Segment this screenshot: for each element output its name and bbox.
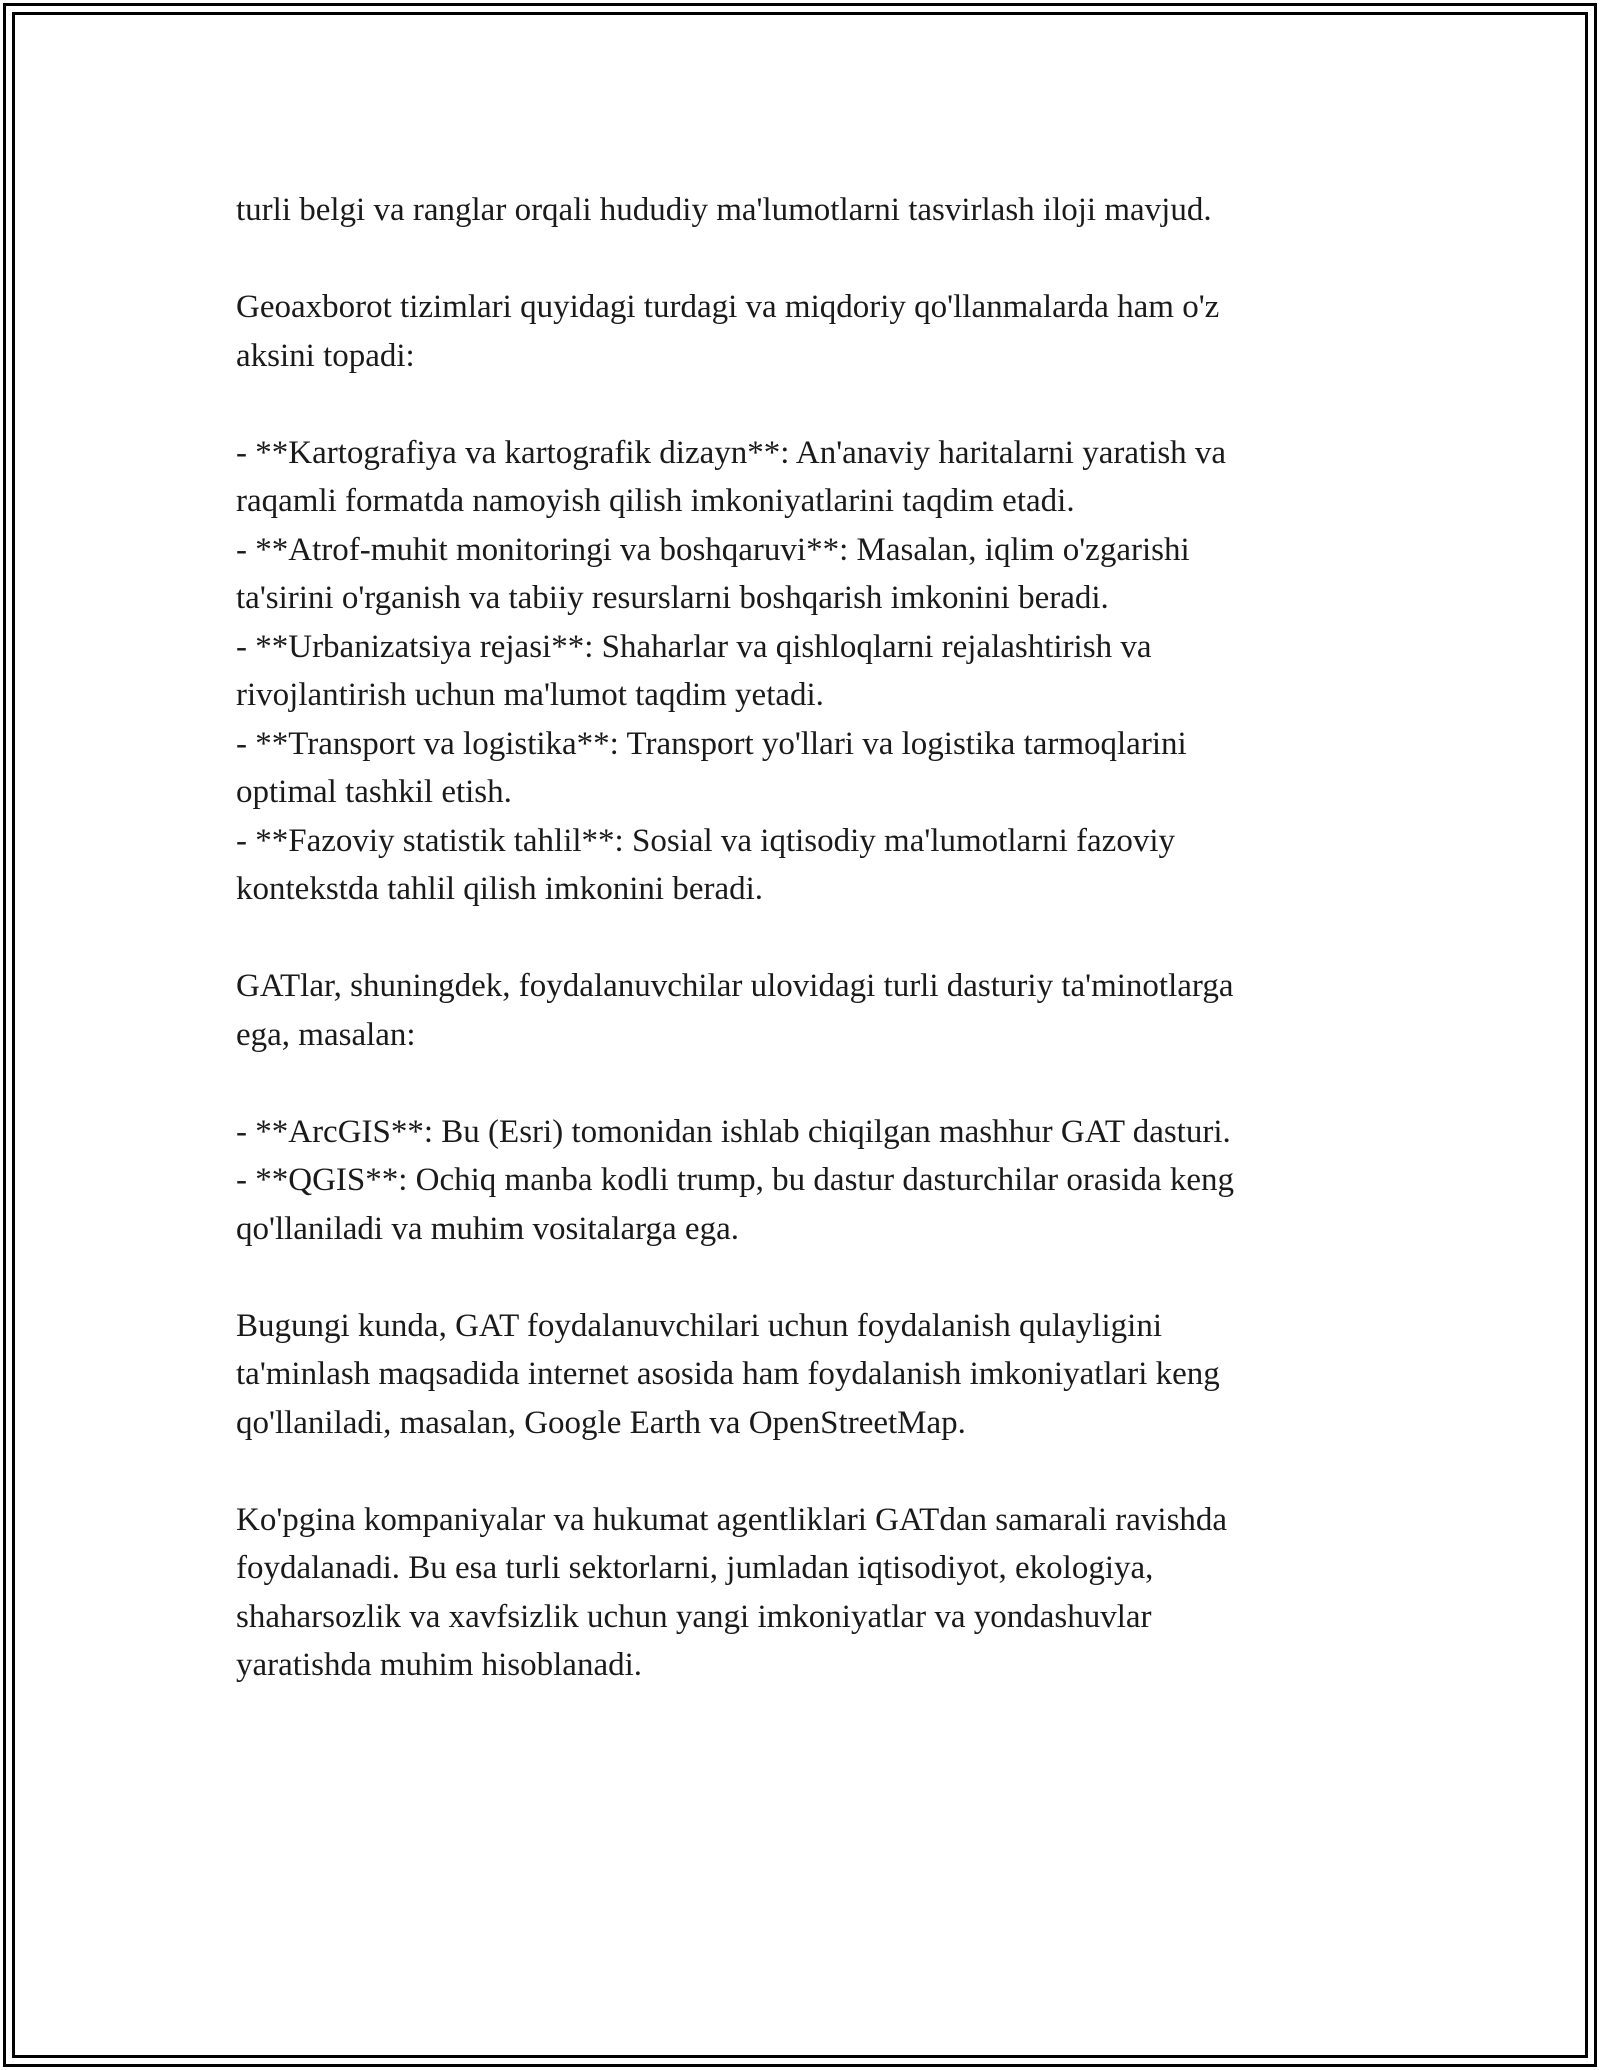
paragraph — [236, 186, 1376, 235]
list-item — [236, 817, 1376, 914]
paragraph-gap — [236, 914, 1376, 963]
text-line: qo'llaniladi, masalan, Google Earth va OpenStreetMap. — [236, 1404, 966, 1441]
document-body — [236, 186, 1376, 1690]
paragraph — [236, 1496, 1376, 1690]
paragraph — [236, 962, 1376, 1059]
list-item — [236, 623, 1376, 720]
text-line: optimal tashkil etish. — [236, 774, 512, 810]
text-line: Ko'pgina kompaniyalar va hukumat agentliklari GATdan samarali ravishda — [236, 1501, 1228, 1538]
text-line: aksini topadi: — [236, 337, 415, 374]
list-item — [236, 720, 1376, 817]
list-item — [236, 1156, 1376, 1253]
text-line: - **QGIS**: Ochiq manba kodli trump, bu dastur dasturchilar orasida keng — [236, 1162, 1235, 1198]
text-line: raqamli formatda namoyish qilish imkoniyatlarini taqdim etadi. — [236, 483, 1075, 519]
text-line: kontekstda tahlil qilish imkonini beradi. — [236, 871, 764, 907]
text-line: turli belgi va ranglar orqali hududiy ma'lumotlarni tasvirlash iloji mavjud. — [236, 192, 1212, 228]
text-line: - **Urbanizatsiya rejasi**: Shaharlar va qishloqlarni rejalashtirish va — [236, 628, 1152, 665]
text-line: Bugungi kunda, GAT foydalanuvchilari uchun foydalanish qulayligini — [236, 1307, 1162, 1344]
text-line: Geoaxborot tizimlari quyidagi turdagi va miqdoriy qo'llanmalarda ham o'z — [236, 289, 1220, 325]
text-line: - **ArcGIS**: Bu (Esri) tomonidan ishlab chiqilgan mashhur GAT dasturi. — [236, 1113, 1231, 1150]
application-list — [236, 429, 1376, 914]
text-line: ta'sirini o'rganish va tabiiy resurslarni boshqarish imkonini beradi. — [236, 580, 1109, 616]
list-item — [236, 429, 1376, 526]
software-list — [236, 1108, 1376, 1254]
list-item — [236, 526, 1376, 623]
text-line: - **Transport va logistika**: Transport yo'llari va logistika tarmoqlarini — [236, 725, 1187, 762]
paragraph-gap — [236, 380, 1376, 429]
text-line: - **Atrof-muhit monitoringi va boshqaruvi**: Masalan, iqlim o'zgarishi — [236, 531, 1190, 568]
paragraph-gap — [236, 1059, 1376, 1108]
text-line: yaratishda muhim hisoblanadi. — [236, 1647, 643, 1683]
paragraph-gap — [236, 235, 1376, 284]
text-line: ta'minlash maqsadida internet asosida ham foydalanish imkoniyatlari keng — [236, 1356, 1220, 1392]
text-line: rivojlantirish uchun ma'lumot taqdim yetadi. — [236, 677, 824, 713]
text-line: GATlar, shuningdek, foydalanuvchilar ulovidagi turli dasturiy ta'minotlarga — [236, 968, 1234, 1004]
paragraph-gap — [236, 1253, 1376, 1302]
text-line: qo'llaniladi va muhim vositalarga ega. — [236, 1210, 739, 1247]
text-line: shaharsozlik va xavfsizlik uchun yangi imkoniyatlar va yondashuvlar — [236, 1598, 1152, 1635]
text-line: - **Kartografiya va kartografik dizayn**: An'anaviy haritalarni yaratish va — [236, 434, 1227, 471]
text-line: - **Fazoviy statistik tahlil**: Sosial va iqtisodiy ma'lumotlarni fazoviy — [236, 822, 1176, 859]
paragraph-gap — [236, 1447, 1376, 1496]
paragraph — [236, 283, 1376, 380]
text-line: ega, masalan: — [236, 1016, 416, 1053]
paragraph — [236, 1302, 1376, 1448]
text-line: foydalanadi. Bu esa turli sektorlarni, jumladan iqtisodiyot, ekologiya, — [236, 1550, 1154, 1586]
list-item — [236, 1108, 1376, 1157]
